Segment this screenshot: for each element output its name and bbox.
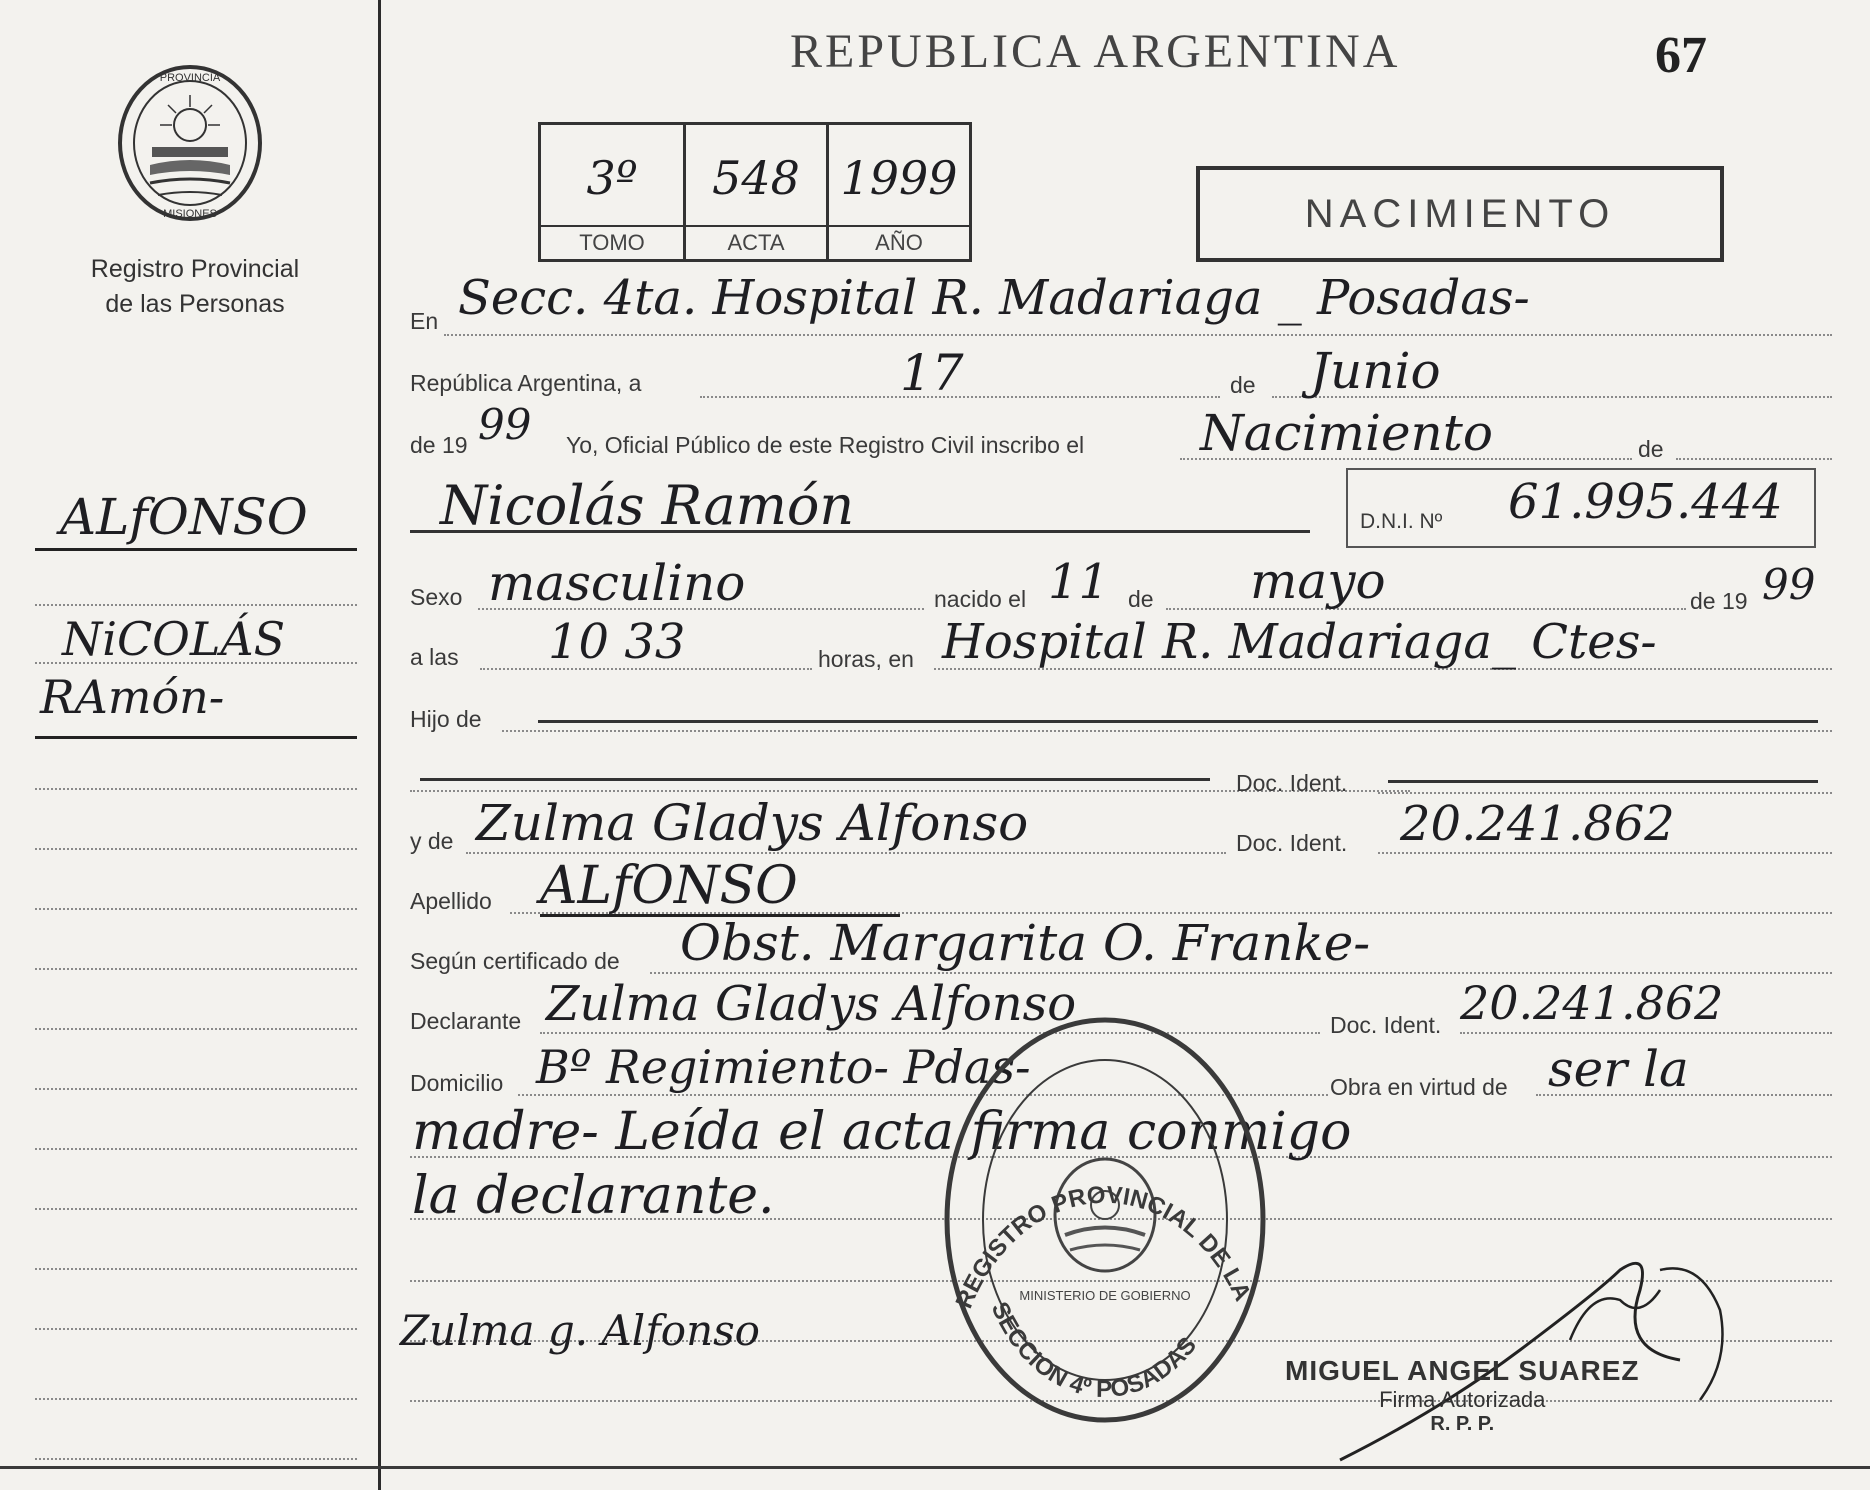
inscribo-value: Nacimiento (1200, 404, 1493, 462)
horas-label: horas, en (818, 646, 914, 672)
margin-rule (35, 848, 357, 850)
de19-label: de 19 (410, 432, 468, 458)
margin-rule (35, 908, 357, 910)
mother-name: Zulma Gladys Alfonso (476, 794, 1029, 852)
obra-label: Obra en virtud de (1330, 1074, 1508, 1100)
obra-line-3: la declarante. (412, 1166, 775, 1226)
strike-line (538, 720, 1818, 723)
obra-value: ser la (1548, 1040, 1689, 1098)
margin-rule (35, 662, 357, 664)
margin-name-1: NiCOLÁS (62, 612, 286, 666)
dotted-line (1378, 852, 1832, 854)
sexo-value: masculino (488, 554, 746, 612)
country-title: REPUBLICA ARGENTINA (790, 25, 1401, 78)
month-value: Junio (1310, 342, 1441, 400)
margin-rule (35, 1458, 357, 1460)
yo-label: Yo, Oficial Público de este Registro Civil inscribo el (566, 432, 1085, 458)
official-name: MIGUEL ANGEL SUAREZ (1285, 1355, 1640, 1386)
strike-line (420, 778, 1210, 781)
margin-rule (35, 1088, 357, 1090)
svg-text:MINISTERIO DE GOBIERNO: MINISTERIO DE GOBIERNO (1019, 1288, 1191, 1303)
apellido-label: Apellido (410, 888, 492, 914)
doc-label-3: Doc. Ident. (1330, 1012, 1442, 1038)
column-divider (378, 0, 381, 1490)
alas-label: a las (410, 644, 459, 670)
registry-name (40, 252, 350, 322)
nacido-label: nacido el (934, 586, 1027, 612)
margin-rule (35, 1208, 357, 1210)
margin-surname: ALfONSO (60, 488, 308, 546)
svg-text:MISIONES: MISIONES (163, 208, 217, 220)
registry-line-1: Registro Provincial (90, 255, 300, 283)
dotted-line (1378, 792, 1832, 794)
de19-label-2: de 19 (1690, 588, 1748, 614)
record-reference-table (538, 122, 972, 262)
anio-label: AÑO (829, 225, 969, 259)
margin-rule (35, 1268, 357, 1270)
hijo-label: Hijo de (410, 706, 482, 732)
birth-time: 10 33 (548, 614, 686, 670)
strike-line (1388, 780, 1818, 783)
acta-label: ACTA (686, 225, 826, 259)
en-label: En (410, 308, 439, 334)
margin-rule (35, 968, 357, 970)
dotted-line (444, 334, 1832, 336)
svg-text:SECCION 4º POSADAS: SECCION 4º POSADAS (985, 1298, 1203, 1404)
official-stamp (940, 1010, 1270, 1430)
dni-box (1346, 468, 1816, 548)
declarant-signature: Zulma g. Alfonso (400, 1306, 760, 1355)
certificado-label: Según certificado de (410, 948, 620, 974)
margin-rule (35, 1028, 357, 1030)
sexo-label: Sexo (410, 584, 463, 610)
acta-cell (686, 125, 829, 259)
margin-rule (35, 1398, 357, 1400)
name-underline (410, 530, 1310, 533)
child-name: Nicolás Ramón (440, 474, 855, 537)
margin-rule (35, 1328, 357, 1330)
svg-text:PROVINCIA: PROVINCIA (159, 72, 221, 84)
anio-value: 1999 (840, 151, 958, 205)
en-value: Secc. 4ta. Hospital R. Madariaga _ Posadas- (458, 270, 1530, 326)
registry-line-2: de las Personas (105, 290, 285, 318)
de-label-2: de (1638, 436, 1664, 462)
tomo-label: TOMO (541, 225, 683, 259)
republica-label: República Argentina, a (410, 370, 642, 396)
domicilio-label: Domicilio (410, 1070, 504, 1096)
margin-rule (35, 1148, 357, 1150)
margin-rule (35, 548, 357, 551)
svg-text:REGISTRO PROVINCIAL DE LAS PER: REGISTRO PROVINCIAL DE LA (950, 1181, 1257, 1313)
record-type-box: NACIMIENTO (1196, 166, 1724, 262)
tomo-value: 3º (586, 151, 638, 205)
birth-place: Hospital R. Madariaga_ Ctes- (942, 614, 1657, 670)
birth-year: 99 (1762, 560, 1816, 609)
de-label: de (1230, 372, 1256, 398)
declarante-doc: 20.241.862 (1460, 976, 1724, 1030)
doc-label-1: Doc. Ident. (1236, 770, 1348, 796)
declarante-label: Declarante (410, 1008, 522, 1034)
folio-number: 67 (1655, 27, 1707, 84)
provincial-seal (110, 55, 270, 225)
certificado-value: Obst. Margarita O. Franke- (680, 914, 1371, 972)
anio-cell (829, 125, 969, 259)
margin-rule (35, 604, 357, 606)
dotted-line (1166, 608, 1686, 610)
obra-line-2: madre- Leída el acta firma conmigo (412, 1102, 1352, 1162)
birth-day: 11 (1048, 554, 1110, 610)
year-value: 99 (478, 400, 532, 449)
official-role: Firma Autorizada (1379, 1387, 1546, 1412)
dni-value: 61.995.444 (1508, 474, 1783, 530)
birth-month: mayo (1250, 552, 1386, 610)
dotted-line (1460, 1032, 1832, 1034)
dotted-line (466, 852, 1226, 854)
margin-rule (35, 736, 357, 739)
acta-value: 548 (712, 151, 800, 205)
official-office: R. P. P. (1430, 1413, 1495, 1435)
dotted-line (650, 972, 1832, 974)
doc-label-2: Doc. Ident. (1236, 830, 1348, 856)
de-label-3: de (1128, 586, 1154, 612)
apellido-value: ALfONSO (540, 856, 798, 916)
tomo-cell (541, 125, 686, 259)
yde-label: y de (410, 828, 454, 854)
day-value: 17 (900, 344, 964, 402)
official-signature-block (1285, 1355, 1640, 1436)
domicilio-value: Bº Regimiento- Pdas- (536, 1040, 1031, 1094)
dni-label: D.N.I. Nº (1360, 510, 1443, 533)
margin-rule (35, 788, 357, 790)
declarante-value: Zulma Gladys Alfonso (546, 976, 1077, 1032)
dotted-line (1676, 458, 1832, 460)
mother-doc: 20.241.862 (1400, 796, 1675, 852)
dotted-line (502, 730, 1832, 732)
margin-name-2: RAmón- (40, 670, 225, 724)
